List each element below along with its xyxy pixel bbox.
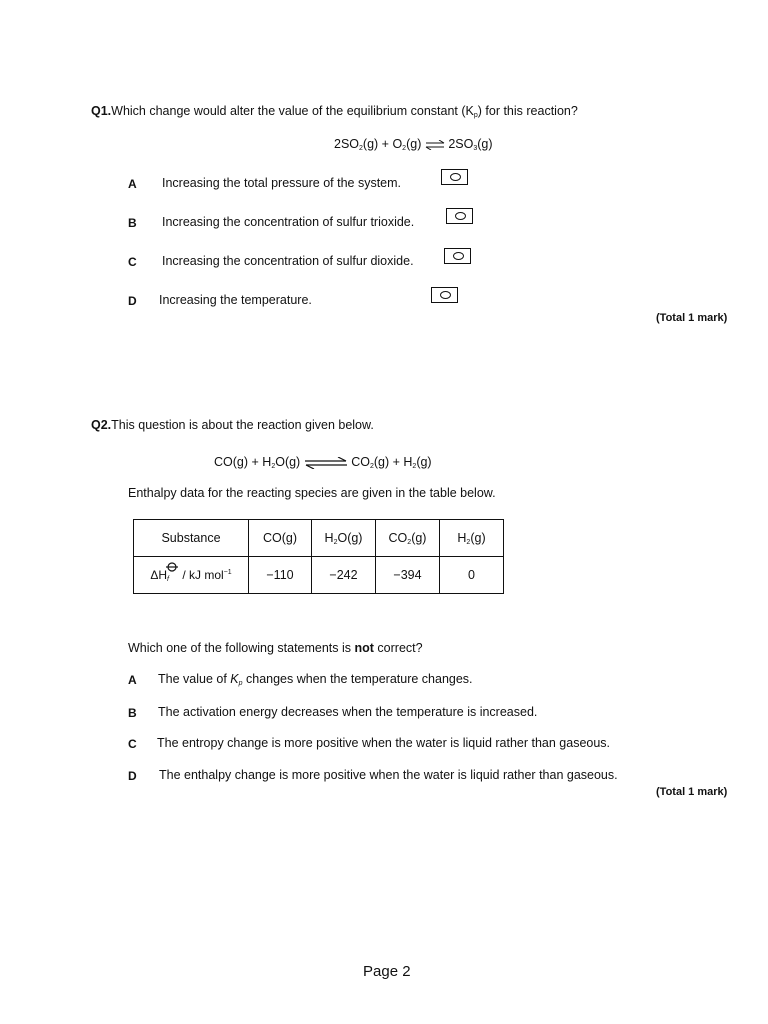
table-header-cell: $H_2O(g)$ (312, 520, 376, 557)
table-header-cell: $CO_2(g)$ (376, 520, 440, 557)
q2-eq-part: (g) + H (373, 455, 413, 469)
answer-oval-icon (453, 252, 464, 260)
q1-total-mark: (Total 1 mark) (656, 312, 728, 324)
table-row (134, 557, 504, 594)
q1-option-b-answer-box[interactable] (446, 208, 473, 224)
enthalpy-table (133, 519, 504, 594)
q2-prompt: Which one of the following statements is not correct? (128, 641, 423, 655)
equilibrium-arrow-icon (304, 457, 348, 469)
q1-text: Which change would alter the value of the equilibrium constant (K (111, 104, 474, 118)
q1-eq-sub: 2 (359, 145, 363, 152)
q2-option-a-letter: A (128, 673, 137, 687)
q2-equation (214, 455, 432, 470)
q1-option-d-answer-box[interactable] (431, 287, 458, 303)
q1-option-a-answer-box[interactable] (441, 169, 468, 185)
q2-option-d-text[interactable]: The enthalpy change is more positive when the water is liquid rather than gaseous. (159, 768, 618, 782)
equilibrium-arrow-icon (425, 140, 445, 150)
page-number: Page 2 (363, 963, 411, 980)
answer-oval-icon (450, 173, 461, 181)
table-row (134, 520, 504, 557)
q2-table-intro: Enthalpy data for the reacting species are given in the table below. (128, 486, 496, 500)
q1-text-sub: p (473, 112, 478, 119)
q1-text-end: ) for this reaction? (477, 104, 578, 118)
q2-eq-part: O(g) (275, 455, 301, 469)
q2-eq-part: CO (351, 455, 370, 469)
q1-eq-part: (g) (406, 137, 422, 151)
q1-eq-part: 2SO (334, 137, 360, 151)
q1-option-d-text: Increasing the temperature. (159, 293, 312, 307)
q1-eq-part: 2SO (448, 137, 474, 151)
q1-option-d-letter: D (128, 294, 137, 308)
q1-number: Q1. (91, 104, 112, 118)
table-row-label: $\Delta H_f$ / kJ mol$^{-1}$ (134, 557, 249, 594)
q2-eq-part: CO(g) + H (214, 455, 272, 469)
q2-total-mark: (Total 1 mark) (656, 786, 728, 798)
q2-eq-sub: 2 (369, 463, 374, 470)
table-header-cell: CO(g) (249, 520, 312, 557)
table-cell: −110 (249, 557, 312, 594)
table-header-cell: $H_2(g)$ (440, 520, 504, 557)
q2-option-c-letter: C (128, 737, 137, 751)
q1-option-b-letter: B (128, 216, 137, 230)
q1-option-a-letter: A (128, 177, 137, 191)
q2-eq-sub: 2 (271, 463, 276, 470)
q1-option-c-text: Increasing the concentration of sulfur dioxide. (162, 254, 414, 268)
q1-eq-sub: 2 (402, 145, 407, 152)
q2-option-c-text[interactable]: The entropy change is more positive when the water is liquid rather than gaseous. (157, 736, 611, 750)
q1-eq-part: (g) + O (362, 137, 403, 151)
q2-option-a-text[interactable]: The value of $K_p$ changes when the temperature changes. (158, 672, 473, 687)
q2-text: This question is about the reaction given below. (111, 418, 374, 432)
q1-option-b-text: Increasing the concentration of sulfur trioxide. (162, 215, 415, 229)
standard-state-icon (166, 561, 178, 573)
q1-option-a-text: Increasing the total pressure of the system. (162, 176, 402, 190)
q2-option-b-text[interactable]: The activation energy decreases when the temperature is increased. (158, 705, 538, 719)
q1-eq-part: (g) (477, 137, 493, 151)
q1-stem (91, 104, 578, 119)
table-header-label: Substance (134, 520, 249, 557)
q1-option-c-letter: C (128, 255, 137, 269)
table-cell: −394 (376, 557, 440, 594)
answer-oval-icon (455, 212, 466, 220)
table-cell: 0 (440, 557, 504, 594)
table-cell: −242 (312, 557, 376, 594)
q2-eq-part: (g) (416, 455, 432, 469)
q1-eq-sub: 3 (473, 145, 478, 152)
answer-oval-icon (440, 291, 451, 299)
q2-option-d-letter: D (128, 769, 137, 783)
q2-option-b-letter: B (128, 706, 137, 720)
q1-equation (334, 137, 493, 152)
q2-number: Q2. (91, 418, 112, 432)
q1-option-c-answer-box[interactable] (444, 248, 471, 264)
q2-eq-sub: 2 (412, 463, 417, 470)
q2-stem (91, 418, 374, 432)
